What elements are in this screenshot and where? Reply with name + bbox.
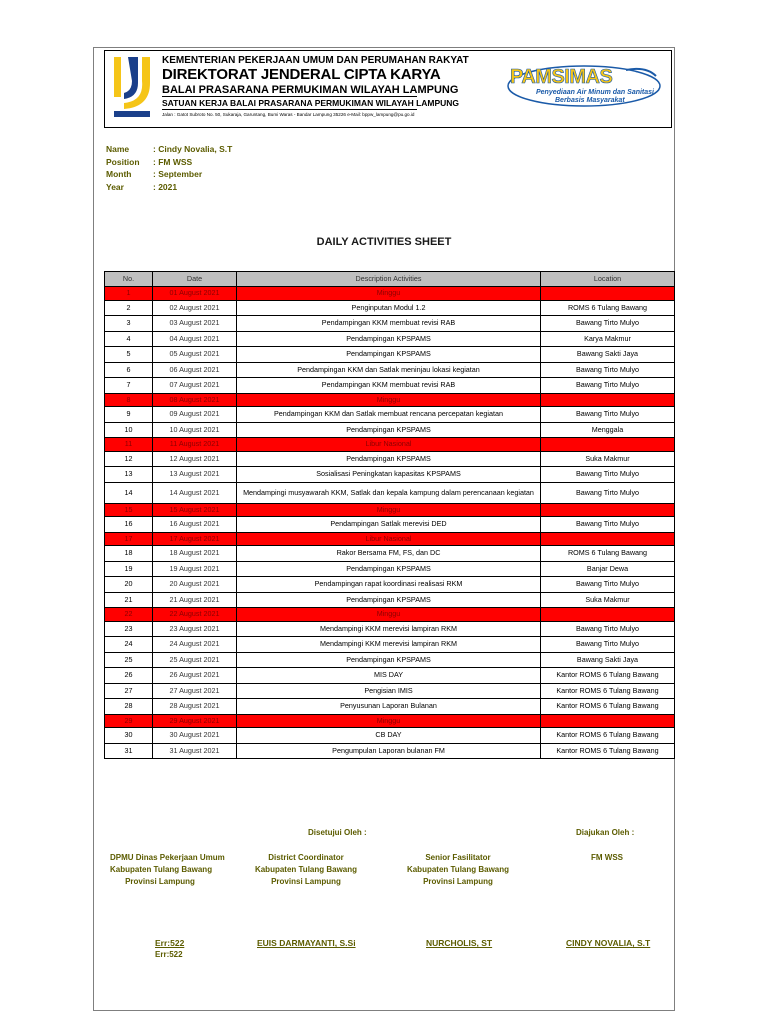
cell-date: 19 August 2021: [153, 561, 237, 577]
cell-location: Kantor ROMS 6 Tulang Bawang: [541, 668, 675, 684]
pu-logo-icon: [108, 53, 156, 123]
balai-name: BALAI PRASARANA PERMUKIMAN WILAYAH LAMPUNG: [162, 84, 459, 96]
office-address: Jalan : Gatot Subroto No. 50, Sukaraja, Garuntang, Bumi Waras - Bandar Lampung 35226 e-Mail: bppw_lampung@pu.go.id: [162, 112, 415, 117]
table-row: [105, 316, 675, 332]
table-row: [105, 482, 675, 503]
table-row-holiday: [105, 714, 675, 728]
cell-no: 10: [105, 422, 153, 438]
cell-date: 12 August 2021: [153, 451, 237, 467]
cell-location: Bawang Tirto Mulyo: [541, 621, 675, 637]
cell-location: Bawang Sakti Jaya: [541, 652, 675, 668]
cell-no: 2: [105, 300, 153, 316]
cell-date: 21 August 2021: [153, 592, 237, 608]
cell-description: Sosialisasi Peningkatan kapasitas KPSPAMS: [237, 467, 541, 483]
pamsimas-subtitle: Penyediaan Air Minum dan Sanitasi: [536, 89, 654, 96]
table-row: [105, 467, 675, 483]
table-row: [105, 668, 675, 684]
cell-no: 30: [105, 728, 153, 744]
header-divider: [162, 96, 417, 97]
cell-no: 9: [105, 407, 153, 423]
position-value: : FM WSS: [153, 157, 193, 167]
cell-no: 20: [105, 577, 153, 593]
dpmu-line: Provinsi Lampung: [125, 877, 195, 886]
cell-description: Pendampingan KPSPAMS: [237, 652, 541, 668]
cell-description: Libur Nasional: [237, 532, 541, 546]
month-value: : September: [153, 169, 203, 179]
cell-no: 1: [105, 287, 153, 301]
cell-location: [541, 287, 675, 301]
cell-no: 29: [105, 714, 153, 728]
cell-description: Pendampingan KPSPAMS: [237, 561, 541, 577]
cell-date: 26 August 2021: [153, 668, 237, 684]
cell-description: Penyusunan Laporan Bulanan: [237, 699, 541, 715]
cell-description: CB DAY: [237, 728, 541, 744]
cell-location: [541, 438, 675, 452]
cell-location: Bawang Tirto Mulyo: [541, 577, 675, 593]
cell-description: Pendampingan KKM membuat revisi RAB: [237, 378, 541, 394]
cell-no: 31: [105, 743, 153, 759]
table-row-holiday: [105, 503, 675, 517]
cell-no: 4: [105, 331, 153, 347]
cell-description: Mendampingi musyawarah KKM, Satlak dan kepala kampung dalam perencanaan kegiatan: [237, 482, 541, 503]
ministry-name: KEMENTERIAN PEKERJAAN UMUM DAN PERUMAHAN RAKYAT: [162, 55, 469, 66]
dc-line: District Coordinator: [268, 853, 344, 862]
sf-line: Senior Fasilitator: [425, 853, 491, 862]
table-row: [105, 451, 675, 467]
cell-location: Bawang Tirto Mulyo: [541, 362, 675, 378]
cell-description: Minggu: [237, 714, 541, 728]
directorate-name: DIREKTORAT JENDERAL CIPTA KARYA: [162, 66, 441, 83]
table-row-holiday: [105, 287, 675, 301]
cell-location: Kantor ROMS 6 Tulang Bawang: [541, 699, 675, 715]
cell-no: 22: [105, 608, 153, 622]
table-row: [105, 362, 675, 378]
header-divider: [162, 109, 417, 110]
cell-description: Pendampingan KPSPAMS: [237, 347, 541, 363]
cell-date: 07 August 2021: [153, 378, 237, 394]
year-label: Year: [106, 182, 124, 192]
sheet-title: DAILY ACTIVITIES SHEET: [316, 236, 452, 248]
cell-description: Pendampingan KKM dan Satlak membuat rencana percepatan kegiatan: [237, 407, 541, 423]
cell-description: Libur Nasional: [237, 438, 541, 452]
cell-date: 08 August 2021: [153, 393, 237, 407]
cell-no: 26: [105, 668, 153, 684]
year-value: : 2021: [153, 182, 178, 192]
cell-description: Minggu: [237, 393, 541, 407]
table-row: [105, 422, 675, 438]
sf-signatory-name: NURCHOLIS, ST: [426, 938, 493, 948]
dpmu-signatory-name: Err:522: [155, 938, 185, 948]
cell-description: Minggu: [237, 287, 541, 301]
cell-date: 30 August 2021: [153, 728, 237, 744]
cell-date: 14 August 2021: [153, 482, 237, 503]
cell-date: 13 August 2021: [153, 467, 237, 483]
cell-description: Penginputan Modul 1.2: [237, 300, 541, 316]
table-row: [105, 546, 675, 562]
cell-description: Rakor Bersama FM, FS, dan DC: [237, 546, 541, 562]
cell-description: Pendampingan KPSPAMS: [237, 592, 541, 608]
cell-no: 18: [105, 546, 153, 562]
cell-date: 23 August 2021: [153, 621, 237, 637]
cell-date: 11 August 2021: [153, 438, 237, 452]
cell-date: 24 August 2021: [153, 637, 237, 653]
cell-no: 5: [105, 347, 153, 363]
cell-location: Suka Makmur: [541, 592, 675, 608]
cell-no: 19: [105, 561, 153, 577]
cell-location: [541, 503, 675, 517]
table-row: [105, 621, 675, 637]
cell-date: 02 August 2021: [153, 300, 237, 316]
table-row-holiday: [105, 608, 675, 622]
cell-location: Kantor ROMS 6 Tulang Bawang: [541, 728, 675, 744]
col-header-no: No.: [105, 272, 153, 287]
table-row: [105, 378, 675, 394]
cell-location: Kantor ROMS 6 Tulang Bawang: [541, 743, 675, 759]
month-label: Month: [106, 169, 132, 179]
table-row: [105, 683, 675, 699]
sf-line: Kabupaten Tulang Bawang: [406, 865, 510, 874]
cell-location: Bawang Sakti Jaya: [541, 347, 675, 363]
cell-description: Pengisian IMIS: [237, 683, 541, 699]
cell-description: Pendampingan rapat koordinasi realisasi RKM: [237, 577, 541, 593]
approved-by-label: Disetujui Oleh :: [308, 828, 367, 837]
cell-date: 09 August 2021: [153, 407, 237, 423]
cell-date: 29 August 2021: [153, 714, 237, 728]
cell-no: 24: [105, 637, 153, 653]
cell-description: Pendampingan KPSPAMS: [237, 451, 541, 467]
cell-location: [541, 714, 675, 728]
table-row: [105, 592, 675, 608]
cell-description: Minggu: [237, 503, 541, 517]
cell-description: Pendampingan KKM dan Satlak meninjau lokasi kegiatan: [237, 362, 541, 378]
table-row: [105, 743, 675, 759]
dpmu-line: Kabupaten Tulang Bawang: [110, 865, 213, 874]
fm-signatory-name: CINDY NOVALIA, S.T: [566, 938, 651, 948]
cell-no: 16: [105, 517, 153, 533]
cell-date: 05 August 2021: [153, 347, 237, 363]
cell-date: 01 August 2021: [153, 287, 237, 301]
cell-date: 16 August 2021: [153, 517, 237, 533]
cell-no: 13: [105, 467, 153, 483]
cell-location: Bawang Tirto Mulyo: [541, 378, 675, 394]
cell-no: 27: [105, 683, 153, 699]
cell-location: Banjar Dewa: [541, 561, 675, 577]
cell-date: 27 August 2021: [153, 683, 237, 699]
cell-location: Bawang Tirto Mulyo: [541, 482, 675, 503]
fm-line: FM WSS: [591, 853, 623, 862]
cell-no: 6: [105, 362, 153, 378]
cell-no: 12: [105, 451, 153, 467]
table-row: [105, 699, 675, 715]
cell-description: MIS DAY: [237, 668, 541, 684]
table-row: [105, 300, 675, 316]
table-row: [105, 577, 675, 593]
cell-location: Bawang Tirto Mulyo: [541, 517, 675, 533]
cell-description: Minggu: [237, 608, 541, 622]
cell-location: Bawang Tirto Mulyo: [541, 316, 675, 332]
cell-location: Menggala: [541, 422, 675, 438]
cell-location: Bawang Tirto Mulyo: [541, 637, 675, 653]
cell-date: 03 August 2021: [153, 316, 237, 332]
cell-location: [541, 393, 675, 407]
cell-location: Bawang Tirto Mulyo: [541, 407, 675, 423]
cell-no: 3: [105, 316, 153, 332]
dpmu-line: DPMU Dinas Pekerjaan Umum: [110, 853, 225, 862]
cell-date: 31 August 2021: [153, 743, 237, 759]
cell-location: Bawang Tirto Mulyo: [541, 467, 675, 483]
cell-no: 17: [105, 532, 153, 546]
name-label: Name: [106, 144, 130, 154]
cell-location: ROMS 6 Tulang Bawang: [541, 300, 675, 316]
cell-date: 18 August 2021: [153, 546, 237, 562]
table-row: [105, 407, 675, 423]
sf-line: Provinsi Lampung: [423, 877, 493, 886]
cell-no: 21: [105, 592, 153, 608]
dc-line: Kabupaten Tulang Bawang: [254, 865, 358, 874]
cell-location: [541, 608, 675, 622]
dc-line: Provinsi Lampung: [271, 877, 341, 886]
pamsimas-title: PAMSIMAS: [510, 66, 613, 88]
cell-description: Mendampingi KKM merevisi lampiran RKM: [237, 621, 541, 637]
table-row: [105, 637, 675, 653]
cell-no: 8: [105, 393, 153, 407]
cell-date: 15 August 2021: [153, 503, 237, 517]
cell-location: Kantor ROMS 6 Tulang Bawang: [541, 683, 675, 699]
activities-table: [104, 271, 675, 759]
table-row: [105, 652, 675, 668]
cell-date: 10 August 2021: [153, 422, 237, 438]
table-row-holiday: [105, 438, 675, 452]
cell-no: 28: [105, 699, 153, 715]
cell-no: 11: [105, 438, 153, 452]
cell-date: 17 August 2021: [153, 532, 237, 546]
position-label: Position: [106, 157, 140, 167]
cell-date: 06 August 2021: [153, 362, 237, 378]
table-row: [105, 347, 675, 363]
cell-date: 28 August 2021: [153, 699, 237, 715]
table-row: [105, 728, 675, 744]
cell-no: 25: [105, 652, 153, 668]
submitted-by-label: Diajukan Oleh :: [576, 828, 635, 837]
cell-description: Pendampingan Satlak merevisi DED: [237, 517, 541, 533]
cell-date: 04 August 2021: [153, 331, 237, 347]
dpmu-signatory-id: Err:522: [155, 950, 183, 959]
dc-signatory-name: EUIS DARMAYANTI, S.Si: [257, 938, 356, 948]
pamsimas-subtitle: Berbasis Masyarakat: [555, 97, 625, 104]
table-row-holiday: [105, 532, 675, 546]
cell-description: Mendampingi KKM merevisi lampiran RKM: [237, 637, 541, 653]
col-header-date: Date: [153, 272, 237, 287]
cell-date: 25 August 2021: [153, 652, 237, 668]
table-row-holiday: [105, 393, 675, 407]
cell-location: ROMS 6 Tulang Bawang: [541, 546, 675, 562]
cell-no: 15: [105, 503, 153, 517]
cell-date: 20 August 2021: [153, 577, 237, 593]
col-header-location: Location: [541, 272, 675, 287]
cell-description: Pengumpulan Laporan bulanan FM: [237, 743, 541, 759]
cell-no: 23: [105, 621, 153, 637]
cell-no: 7: [105, 378, 153, 394]
col-header-description: Description Activities: [237, 272, 541, 287]
table-row: [105, 561, 675, 577]
cell-description: Pendampingan KKM membuat revisi RAB: [237, 316, 541, 332]
cell-location: Suka Makmur: [541, 451, 675, 467]
table-row: [105, 331, 675, 347]
cell-date: 22 August 2021: [153, 608, 237, 622]
cell-location: Karya Makmur: [541, 331, 675, 347]
table-header-row: [105, 272, 675, 287]
satker-name: SATUAN KERJA BALAI PRASARANA PERMUKIMAN WILAYAH LAMPUNG: [162, 98, 460, 108]
cell-location: [541, 532, 675, 546]
table-row: [105, 517, 675, 533]
cell-no: 14: [105, 482, 153, 503]
cell-description: Pendampingan KPSPAMS: [237, 331, 541, 347]
name-value: : Cindy Novalia, S.T: [153, 144, 233, 154]
cell-description: Pendampingan KPSPAMS: [237, 422, 541, 438]
